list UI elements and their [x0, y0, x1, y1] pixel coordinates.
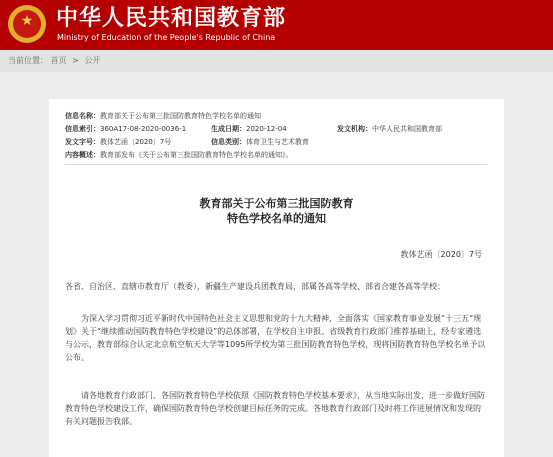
- document-title-line2: 特色学校名单的通知: [227, 212, 326, 225]
- date-label: 生成日期：: [211, 125, 246, 133]
- summary-label: 内容概述：: [65, 151, 100, 159]
- breadcrumb-separator: >: [72, 56, 79, 65]
- breadcrumb: [0, 50, 553, 72]
- doc-no-value: 教体艺函〔2020〕7号: [100, 138, 172, 146]
- document-number: 教体艺函〔2020〕7号: [400, 250, 482, 259]
- category-value: 体育卫生与艺术教育: [246, 138, 309, 146]
- info-name-value: 教育部关于公布第三批国防教育特色学校名单的通知: [100, 112, 261, 120]
- document-salutation: 各省、自治区、直辖市教育厅（教委），新疆生产建设兵团教育局，部属各高等学校、部省合建各高等学校：: [65, 282, 445, 291]
- index-label: 信息索引：: [65, 125, 100, 133]
- index-value: 360A17-08-2020-0036-1: [100, 125, 187, 133]
- site-header: [0, 0, 553, 50]
- article-panel: [49, 99, 504, 457]
- site-title-en: Ministry of Education of the People's Republic of China: [57, 33, 276, 42]
- document-metadata: [65, 111, 495, 161]
- date-value: 2020-12-04: [246, 125, 287, 133]
- document-title-line1: 教育部关于公布第三批国防教育: [199, 197, 354, 210]
- issuer-value: 中华人民共和国教育部: [372, 125, 442, 133]
- site-title[interactable]: 中华人民共和国教育部: [56, 6, 287, 31]
- document-paragraph-1: 为深入学习贯彻习近平新时代中国特色社会主义思想和党的十九大精神，全面落实《国家教育事业发展“十三五”规划》关于“继续推动国防教育特色学校建设”的总体部署，在学校自主申报、省级教育行政部门推荐基础上，经专家遴选与公示，教育部综合认定北京航空航天大学等1095所学校为第三批国防教育特色学校，现将国防教育特色学校名单予以公布。: [65, 314, 486, 362]
- info-name-label: 信息名称：: [65, 112, 100, 120]
- breadcrumb-public-link[interactable]: 公开: [84, 56, 101, 65]
- breadcrumb-home-link[interactable]: 首页: [50, 56, 67, 65]
- breadcrumb-prefix: 当前位置：: [8, 56, 48, 65]
- document-paragraph-2: 请各地教育行政部门、各国防教育特色学校依照《国防教育特色学校基本要求》，从当地实际出发，进一步做好国防教育特色学校建设工作，确保国防教育特色学校创建目标任务的完成。各地教育行政部门及时将工作进展情况和发现的有关问题报告我部。: [65, 391, 485, 426]
- document-title: [49, 196, 504, 226]
- doc-no-label: 发文字号：: [65, 138, 100, 146]
- national-emblem-icon[interactable]: ★: [8, 5, 46, 43]
- summary-value: 教育部发布《关于公布第三批国防教育特色学校名单的通知》。: [100, 151, 293, 159]
- issuer-label: 发文机构：: [337, 125, 372, 133]
- category-label: 信息类别：: [211, 138, 246, 146]
- metadata-divider: [65, 164, 487, 165]
